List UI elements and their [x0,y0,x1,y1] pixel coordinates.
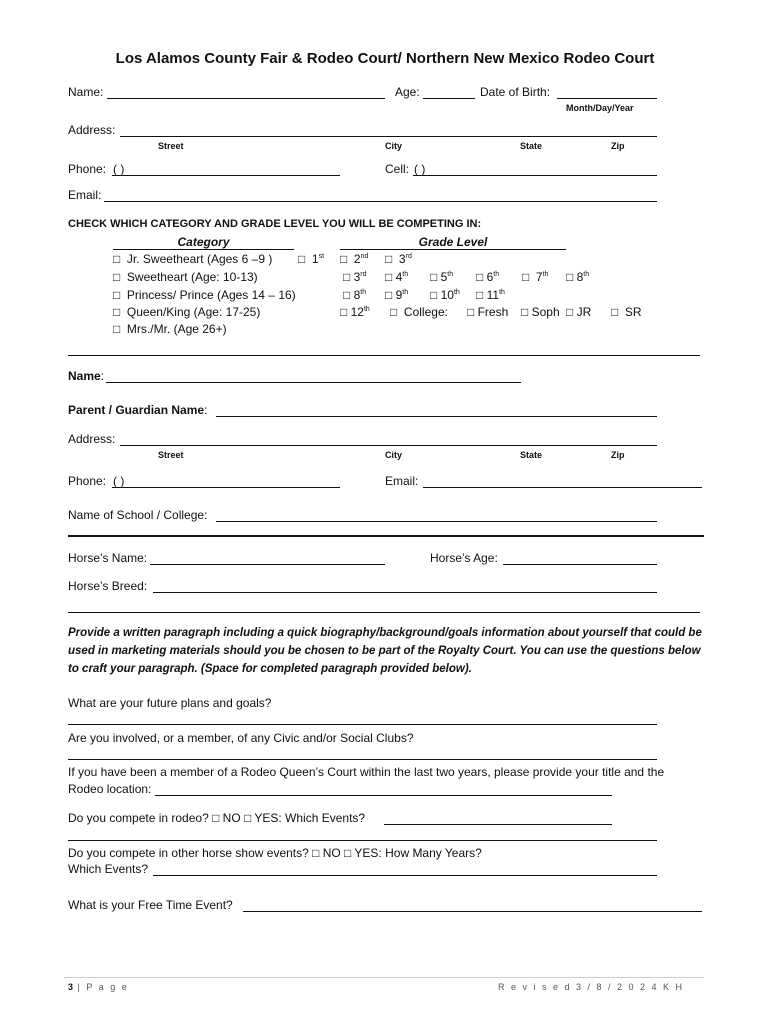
guardian-name-field[interactable] [216,416,657,417]
school-label: Name of School / College: [68,508,208,522]
phone-field[interactable] [112,175,340,176]
address2-field[interactable] [120,445,657,446]
checkbox-icon: □ [113,270,121,284]
grade-column-header: Grade Level [340,235,566,250]
question-rodeo-location: Rodeo location: [68,782,152,796]
email2-field[interactable] [423,487,702,488]
revision-note: R e v i s e d 3 / 8 / 2 0 2 4 K H [498,982,685,992]
email-label: Email: [68,188,102,202]
grade-option-college[interactable]: □ College: [390,305,448,319]
grade-option-9[interactable]: □ 9th [385,288,409,302]
address-label: Address: [68,123,116,137]
answer-rodeo-events-line2[interactable] [68,840,657,841]
street2-hint: Street [158,450,184,460]
section-divider-thick [68,535,704,537]
question-horse-shows[interactable]: Do you compete in other horse show events? □ NO □ YES: How Many Years? [68,846,482,860]
answer-which-events[interactable] [153,875,657,876]
section-divider-2 [68,612,700,613]
question-clubs: Are you involved, or a member, of any Civic and/or Social Clubs? [68,731,414,745]
city2-hint: City [385,450,403,460]
question-rodeo-court: If you have been a member of a Rodeo Queen’s Court within the last two years, please provide your title and the [68,765,665,779]
question-free-time-event: What is your Free Time Event? [68,898,233,912]
cell-area-code: ( ) [414,162,426,176]
grade-option-soph[interactable]: □ Soph [521,305,560,319]
page-number: 3 | P a g e [68,982,129,992]
phone-area-code: ( ) [113,162,125,176]
dob-field[interactable] [557,98,657,99]
grade-option-1[interactable]: □ 1st [298,252,325,266]
horse-age-field[interactable] [503,564,657,565]
grade-option-8b[interactable]: □ 8th [343,288,367,302]
dob-label: Date of Birth: [480,85,551,99]
category-option-sweetheart[interactable]: □ Sweetheart (Age: 10-13) [113,270,258,284]
grade-option-jr[interactable]: □ JR [566,305,592,319]
grade-option-7[interactable]: □ 7th [522,270,549,284]
state-hint: State [520,141,543,151]
phone2-label: Phone: [68,474,107,488]
question-which-events: Which Events? [68,862,149,876]
question-future-plans: What are your future plans and goals? [68,696,272,710]
answer-free-time-event[interactable] [243,911,702,912]
name-label: Name: [68,85,104,99]
guardian-name-label: Parent / Guardian Name: [68,403,208,417]
name-field[interactable] [107,98,385,99]
category-option-jr-sweetheart[interactable]: □ Jr. Sweetheart (Ages 6 –9 ) [113,252,273,266]
grade-option-6[interactable]: □ 6th [476,270,500,284]
cell-label: Cell: [385,162,410,176]
school-field[interactable] [216,521,657,522]
category-option-princess-prince[interactable]: □ Princess/ Prince (Ages 14 – 16) [113,288,296,302]
age-label: Age: [395,85,420,99]
horse-breed-field[interactable] [153,592,657,593]
grade-option-fresh[interactable]: □ Fresh [467,305,509,319]
grade-option-sr[interactable]: □ SR [611,305,642,319]
category-heading: CHECK WHICH CATEGORY AND GRADE LEVEL YOU WILL BE COMPETING IN: [68,218,482,230]
contestant-name-label: Name: [68,369,105,383]
footer-rule [64,977,704,978]
street-hint: Street [158,141,184,151]
grade-option-2[interactable]: □ 2nd [340,252,369,266]
address2-label: Address: [68,432,116,446]
answer-rodeo-events[interactable] [384,824,612,825]
answer-clubs[interactable] [68,759,657,760]
category-option-queen-king[interactable]: □ Queen/King (Age: 17-25) [113,305,261,319]
category-column-header: Category [113,235,294,250]
horse-age-label: Horse’s Age: [430,551,498,565]
phone-label: Phone: [68,162,107,176]
horse-name-label: Horse’s Name: [68,551,148,565]
page-title: Los Alamos County Fair & Rodeo Court/ Northern New Mexico Rodeo Court [115,50,655,67]
checkbox-icon: □ [113,288,121,302]
cell-field[interactable] [413,175,657,176]
dob-hint: Month/Day/Year [566,103,634,113]
grade-option-3b[interactable]: □ 3rd [343,270,367,284]
grade-option-12[interactable]: □ 12th [340,305,370,319]
section-divider [68,355,700,356]
answer-future-plans[interactable] [68,724,657,725]
horse-name-field[interactable] [150,564,385,565]
question-compete-rodeo[interactable]: Do you compete in rodeo? □ NO □ YES: Which Events? [68,811,366,825]
grade-option-3[interactable]: □ 3rd [385,252,412,266]
phone2-area-code: ( ) [113,474,125,488]
grade-option-4[interactable]: □ 4th [385,270,409,284]
grade-option-5[interactable]: □ 5th [430,270,454,284]
grade-option-10[interactable]: □ 10th [430,288,460,302]
phone2-field[interactable] [112,487,340,488]
answer-rodeo-location[interactable] [155,795,612,796]
grade-option-11[interactable]: □ 11th [476,288,505,302]
category-option-mrs-mr[interactable]: □ Mrs./Mr. (Age 26+) [113,322,227,336]
contestant-name-field[interactable] [106,382,521,383]
age-field[interactable] [423,98,475,99]
zip-hint: Zip [611,141,625,151]
email-field[interactable] [104,201,657,202]
city-hint: City [385,141,403,151]
zip2-hint: Zip [611,450,625,460]
checkbox-icon: □ [113,252,121,266]
checkbox-icon: □ [113,322,121,336]
horse-breed-label: Horse’s Breed: [68,579,148,593]
grade-option-8[interactable]: □ 8th [566,270,590,284]
email2-label: Email: [385,474,419,488]
state2-hint: State [520,450,543,460]
instructions-paragraph: Provide a written paragraph including a quick biography/background/goals information about yourself that could be used in marketing materials should you be chosen to be part of the Royalty Court. You can use the questions below to craft your paragraph. (Space for completed paragraph provided below). [68,627,702,675]
checkbox-icon: □ [113,305,121,319]
address-field[interactable] [120,136,657,137]
